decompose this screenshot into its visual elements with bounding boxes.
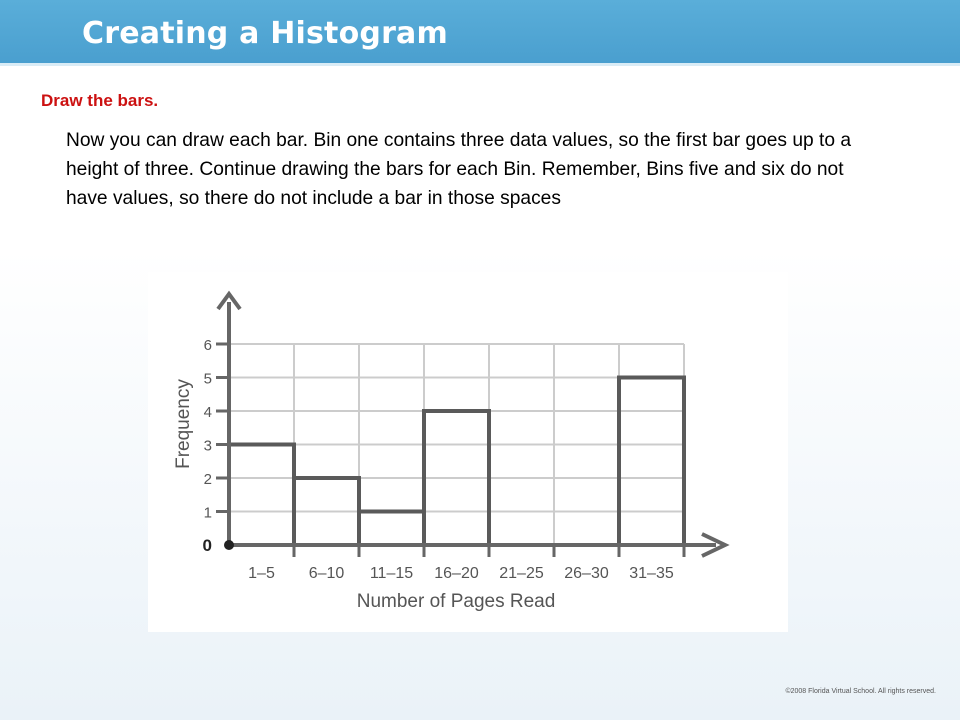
x-tick-label-6: 26–30: [564, 565, 609, 582]
x-tick-label-2: 6–10: [308, 565, 345, 582]
bar-1: [229, 445, 294, 546]
grid-lines: [229, 344, 684, 545]
origin-dot: [224, 540, 234, 550]
y-tick-label-5: 5: [203, 370, 212, 388]
x-tick-label-1: 1–5: [248, 565, 275, 582]
x-tick-label-7: 31–35: [629, 565, 674, 582]
slide-subtitle: Draw the bars.: [41, 91, 159, 110]
slide-title: Creating a Histogram: [82, 16, 448, 51]
x-tick-label-4: 16–20: [434, 565, 479, 582]
bar-3: [359, 512, 424, 546]
y-tick-label-1: 1: [203, 504, 212, 522]
body-paragraph: Now you can draw each bar. Bin one contains three data values, so the first bar goes up to a height of three. Continue drawing the bars for each Bin. Remember, Bins five and six do not have values, so there do not include a bar in those spaces: [66, 130, 852, 209]
x-axis-label: Number of Pages Read: [356, 591, 556, 612]
x-tick-label-5: 21–25: [499, 565, 544, 582]
y-tick-label-2: 2: [203, 471, 212, 488]
bars: [229, 378, 684, 546]
y-tick-label-0: 0: [202, 536, 212, 555]
bar-7: [619, 378, 684, 546]
y-tick-label-4: 4: [203, 404, 212, 421]
copyright-notice: ©2008 Florida Virtual School. All rights reserved.: [785, 688, 936, 695]
y-tick-label-3: 3: [203, 437, 212, 455]
x-tick-label-3: 11–15: [369, 565, 414, 582]
histogram-svg: [148, 272, 788, 632]
slide-header: [0, 0, 960, 66]
y-axis-label: Frequency: [173, 379, 194, 469]
histogram-chart: [148, 272, 788, 632]
y-tick-label-6: 6: [203, 337, 212, 354]
